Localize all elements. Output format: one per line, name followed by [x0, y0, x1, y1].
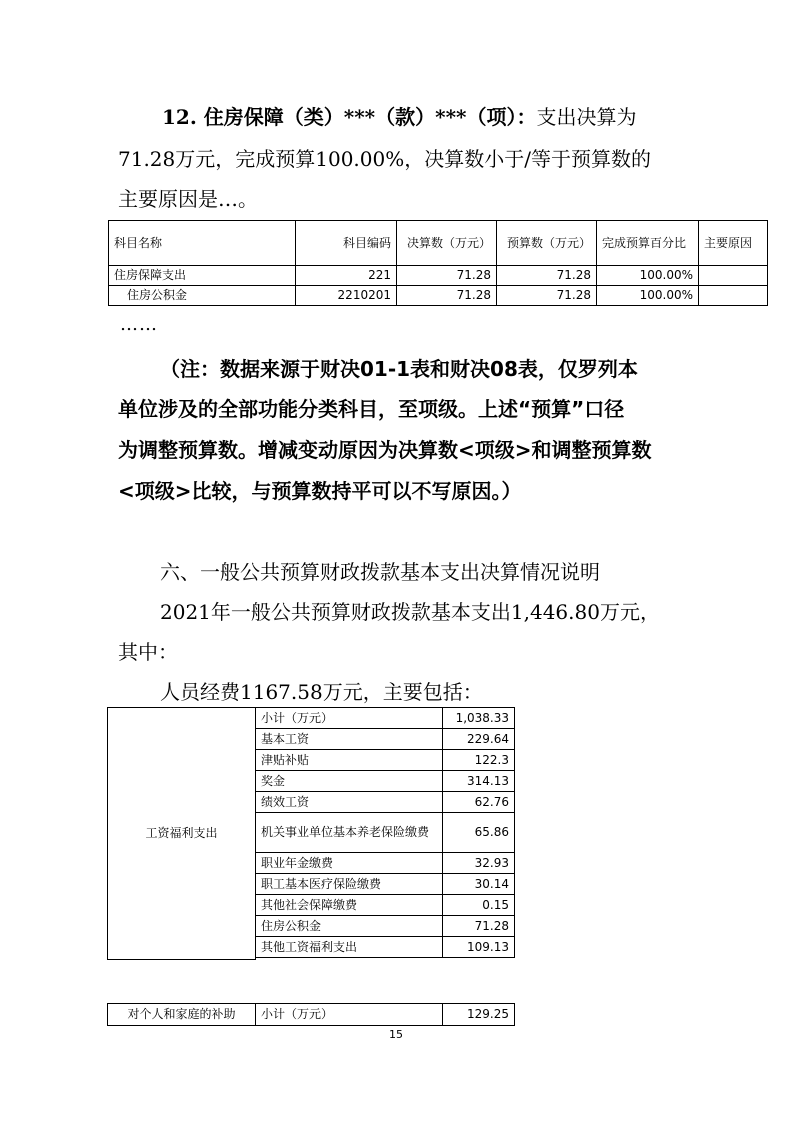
table-row	[109, 266, 768, 286]
note-line3: 为调整预算数。增减变动原因为决算数<项级>和调整预算数	[118, 438, 652, 462]
item-label: 职业年金缴费	[256, 853, 443, 874]
section12-title: 12. 住房保障（类）***（款）***（项）：	[162, 105, 537, 129]
group-label-wages-welfare: 工资福利支出	[108, 708, 256, 960]
section6-para1: 2021年一般公共预算财政拨款基本支出1,446.80万元，	[160, 600, 660, 624]
row-subject-code: 2210201	[296, 286, 397, 306]
row-completion-pct: 100.00%	[597, 286, 699, 306]
section12-line2: 71.28万元，完成预算100.00%，决算数小于/等于预算数的	[118, 147, 651, 171]
spacer-cell	[256, 958, 515, 960]
row-completion-pct: 100.00%	[597, 266, 699, 286]
note-line2: 单位涉及的全部功能分类科目，至项级。上述“预算”口径	[118, 397, 625, 421]
page-number: 15	[389, 1028, 403, 1041]
item-label: 绩效工资	[256, 792, 443, 813]
subject-table	[108, 220, 768, 306]
item-value: 109.13	[443, 937, 515, 958]
item-label: 基本工资	[256, 729, 443, 750]
item-value: 30.14	[443, 874, 515, 895]
item-value: 71.28	[443, 916, 515, 937]
item-value: 0.15	[443, 895, 515, 916]
ellipsis-text: ……	[120, 314, 158, 335]
item-label: 小计（万元）	[256, 708, 443, 729]
table-row	[108, 1004, 515, 1026]
item-label: 津贴补贴	[256, 750, 443, 771]
item-label: 奖金	[256, 771, 443, 792]
group-label-family-subsidy: 对个人和家庭的补助	[108, 1004, 256, 1026]
section12-title-rest: 支出决算为	[536, 105, 637, 129]
section12-line1	[162, 103, 637, 131]
family-subsidy-table	[107, 1003, 515, 1026]
item-label: 机关事业单位基本养老保险缴费	[256, 813, 443, 853]
header-final-amount: 决算数（万元）	[397, 221, 497, 266]
row-budget-amount: 71.28	[497, 286, 597, 306]
item-value: 62.76	[443, 792, 515, 813]
row-main-reason	[699, 286, 768, 306]
row-subject-name: 住房公积金	[109, 286, 296, 306]
item-label: 小计（万元）	[256, 1004, 443, 1026]
header-subject-code: 科目编码	[296, 221, 397, 266]
header-subject-name: 科目名称	[109, 221, 296, 266]
item-value: 32.93	[443, 853, 515, 874]
row-final-amount: 71.28	[397, 286, 497, 306]
row-subject-name: 住房保障支出	[109, 266, 296, 286]
item-label: 其他工资福利支出	[256, 937, 443, 958]
header-main-reason: 主要原因	[699, 221, 768, 266]
table-header-row	[109, 221, 768, 266]
item-value: 314.13	[443, 771, 515, 792]
note-line4: <项级>比较，与预算数持平可以不写原因。）	[118, 479, 522, 503]
section6-para2: 其中：	[118, 640, 178, 664]
row-final-amount: 71.28	[397, 266, 497, 286]
section6-para3: 人员经费1167.58万元，主要包括：	[160, 680, 483, 704]
item-value: 229.64	[443, 729, 515, 750]
item-value: 65.86	[443, 813, 515, 853]
header-completion-pct: 完成预算百分比	[597, 221, 699, 266]
table-row	[108, 708, 515, 729]
row-budget-amount: 71.28	[497, 266, 597, 286]
item-value: 122.3	[443, 750, 515, 771]
header-budget-amount: 预算数（万元）	[497, 221, 597, 266]
item-label: 职工基本医疗保险缴费	[256, 874, 443, 895]
item-value: 1,038.33	[443, 708, 515, 729]
row-main-reason	[699, 266, 768, 286]
section6-heading: 六、一般公共预算财政拨款基本支出决算情况说明	[160, 560, 600, 584]
note-line1: （注：数据来源于财决01-1表和财决08表，仅罗列本	[160, 357, 638, 381]
item-value: 129.25	[443, 1004, 515, 1026]
personnel-expense-table	[107, 707, 515, 960]
table-row	[109, 286, 768, 306]
item-label: 住房公积金	[256, 916, 443, 937]
row-subject-code: 221	[296, 266, 397, 286]
item-label: 其他社会保障缴费	[256, 895, 443, 916]
section12-line3: 主要原因是…。	[118, 187, 258, 211]
